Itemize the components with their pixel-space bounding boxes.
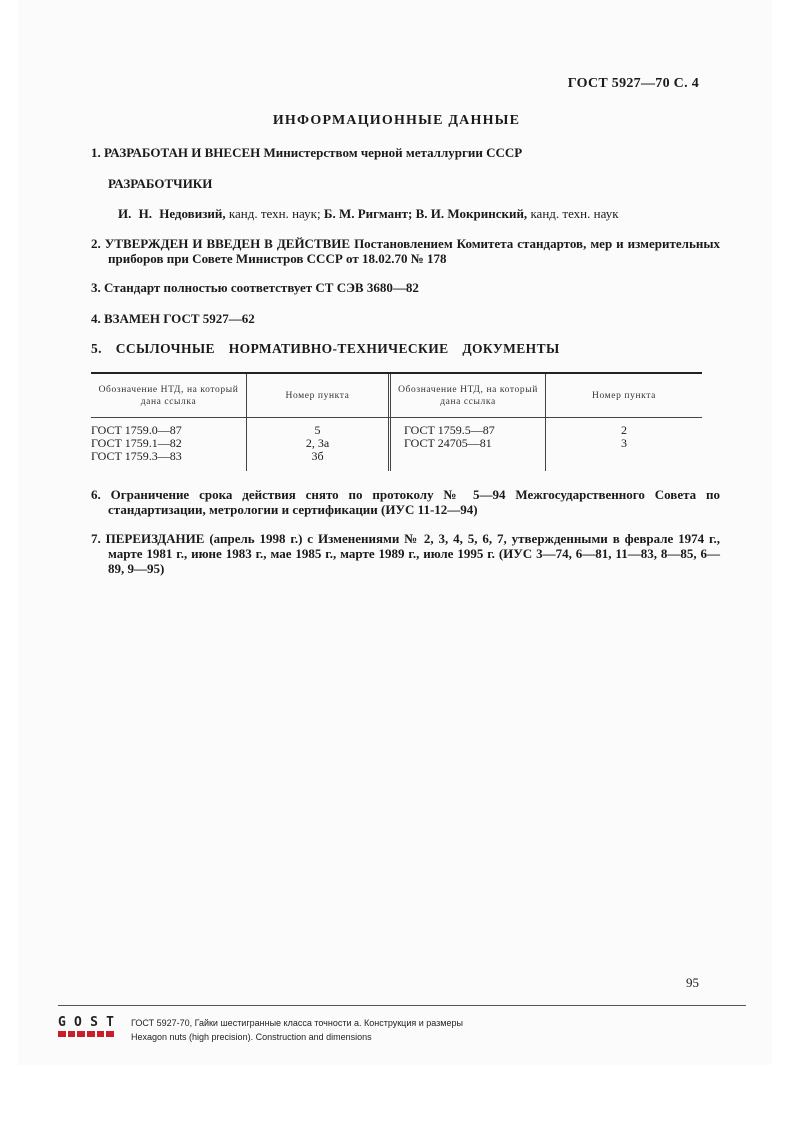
table-cell: ГОСТ 1759.1—82 [91,436,182,450]
left-points-column [246,418,388,471]
footer-title-en: Hexagon nuts (high precision). Construction and dimensions [131,1032,372,1042]
right-docs-column [388,418,545,471]
footer-divider [58,1005,746,1006]
table-cell: 3б [311,449,324,463]
footer-title-ru: ГОСТ 5927-70, Гайки шестигранные класса точности а. Конструкция и размеры [131,1018,463,1028]
gost-logo-bar [58,1031,114,1037]
footer-caption [131,1016,463,1044]
header-clause-number-right: Номер пункта [545,374,702,417]
item-6: 6. Ограничение срока действия снято по протоколу № 5—94 Межгосударственного Совета по стандартизации, метрологии и сертификации (ИУС 11-12—94) [91,487,720,517]
table-cell: ГОСТ 1759.5—87 [404,423,495,437]
page-number: 95 [686,975,699,990]
item-2-text: Постановлением Комитета стандартов, мер и измерительных приборов при Совете Министров СССР от 18.02.70 № 178 [108,236,720,266]
item-3: 3. Стандарт полностью соответствует СТ СЭВ 3680—82 [91,280,419,295]
item-7: 7. ПЕРЕИЗДАНИЕ (апрель 1998 г.) с Изменениями № 2, 3, 4, 5, 6, 7, утвержденными в феврале 1974 г., марте 1981 г., июне 1983 г., мае 1985 г., марте 1989 г., июле 1995 г. (ИУС 3—74, 6—81, 11—83, 8—85, 6—89, 9—95) [91,531,720,576]
header-doc-designation-left: Обозначение НТД, на который дана ссылка [98,384,239,407]
table-cell: 2, 3а [305,436,330,450]
table-cell: ГОСТ 24705—81 [404,436,492,450]
developer-2-name: Б. М. Ригмант; [320,206,413,221]
table-cell: 2 [621,423,627,437]
table-cell: 3 [621,436,627,450]
reference-documents-table [91,372,702,471]
header-clause-number-left: Номер пункта [246,374,388,417]
item-1-lead: 1. РАЗРАБОТАН И ВНЕСЕН [91,145,261,160]
developers-list [118,206,718,221]
item-4: 4. ВЗАМЕН ГОСТ 5927—62 [91,311,255,326]
item-5-heading: 5. ССЫЛОЧНЫЕ НОРМАТИВНО-ТЕХНИЧЕСКИЕ ДОКУМЕНТЫ [91,341,560,356]
developer-1-degree: канд. техн. наук; [225,206,321,221]
table-body [91,418,702,471]
left-docs-column [91,418,246,471]
item-5 [91,341,703,356]
developer-3-name: В. И. Мокринский, [412,206,528,221]
table-cell: 5 [314,423,321,437]
table-cell: ГОСТ 1759.0—87 [91,423,182,437]
table-header-row [91,374,702,418]
item-1-text: Министерством черной металлургии СССР [260,145,523,160]
developer-3-degree: канд. техн. наук [527,206,619,221]
item-2-lead: 2. УТВЕРЖДЕН И ВВЕДЕН В ДЕЙСТВИЕ [91,236,351,251]
document-title: ИНФОРМАЦИОННЫЕ ДАННЫЕ [272,113,521,128]
item-1 [91,145,703,160]
gost-logo [58,1017,114,1039]
table-cell: ГОСТ 1759.3—83 [91,449,182,463]
item-2 [91,236,720,266]
gost-logo-word: G O S T [58,1015,114,1030]
standard-page-header: ГОСТ 5927—70 С. 4 [567,76,699,91]
developers-heading: РАЗРАБОТЧИКИ [108,176,213,191]
header-doc-designation-right: Обозначение НТД, на который дана ссылка [388,374,545,417]
right-points-column [545,418,702,471]
developer-1-name: И. Н. Недовизий, [118,206,226,221]
